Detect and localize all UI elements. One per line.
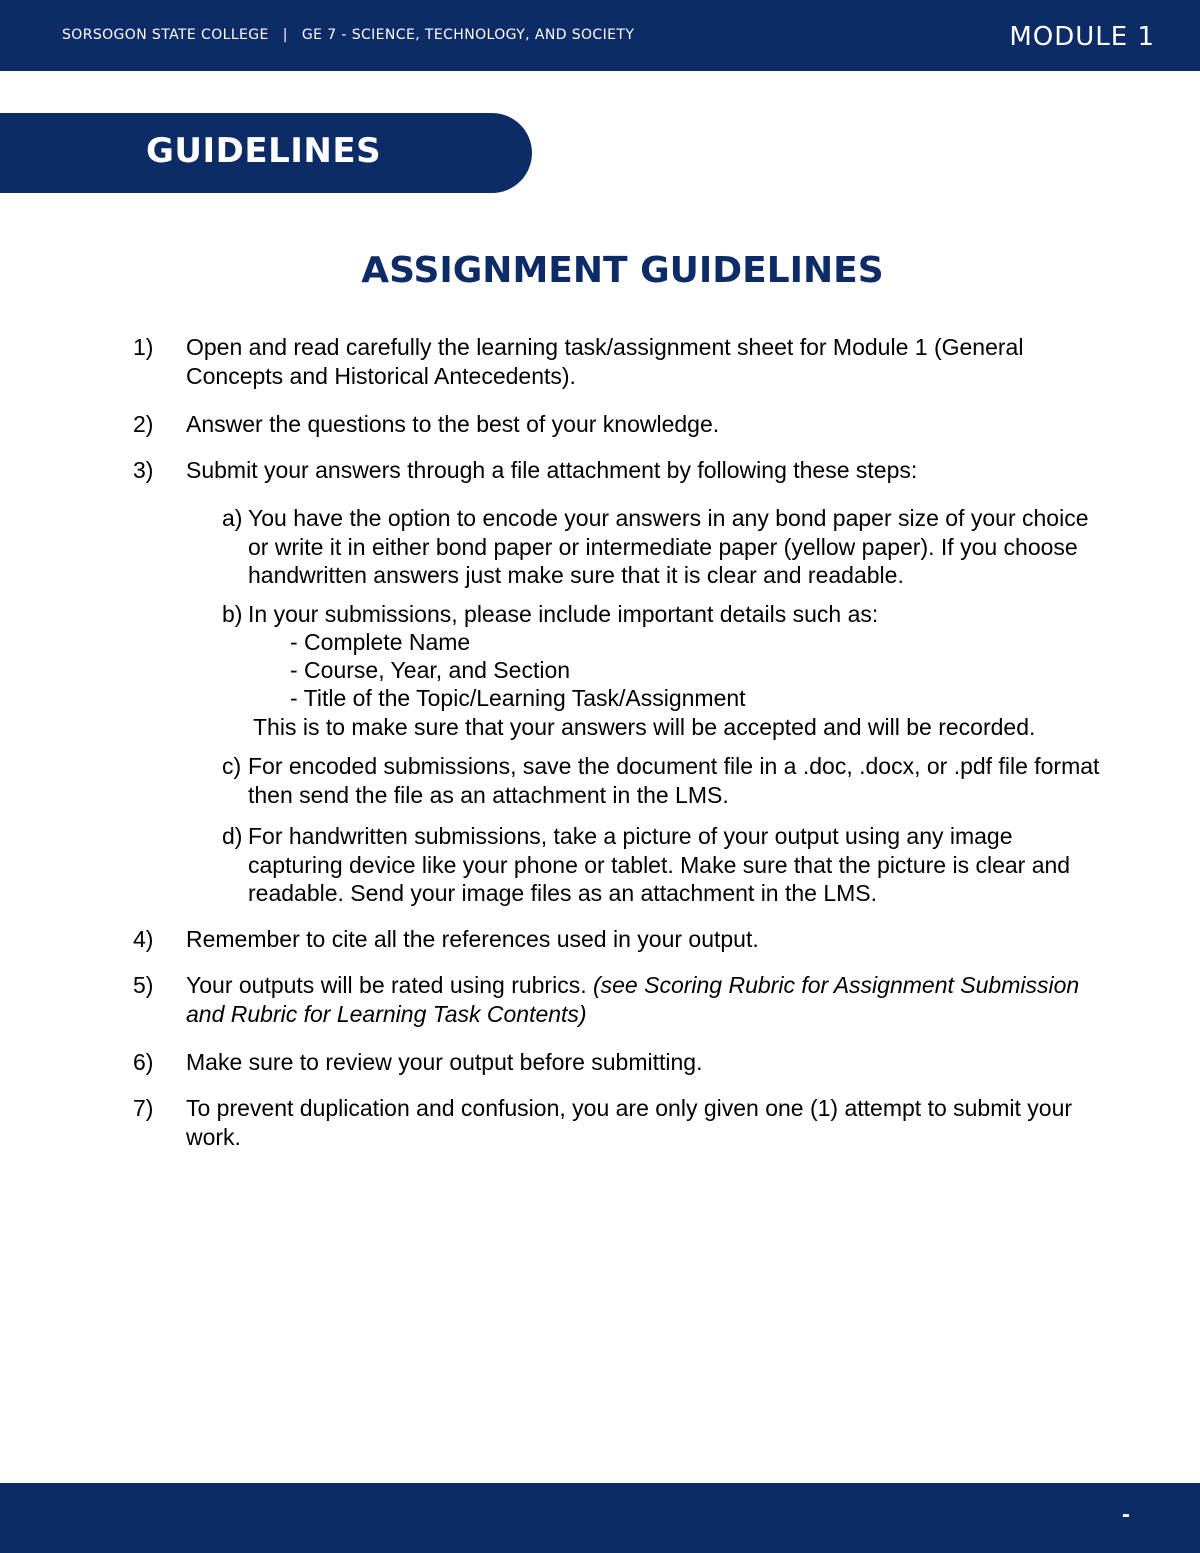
course-name: GE 7 - SCIENCE, TECHNOLOGY, AND SOCIETY: [301, 27, 635, 43]
step-line: handwritten answers just make sure that it is clear and readable.: [248, 562, 904, 588]
required-detail-item: - Course, Year, and Section: [290, 657, 571, 683]
step-line: For handwritten submissions, take a picture of your output using any image: [248, 823, 1013, 849]
item-line: Submit your answers through a file attachment by following these steps:: [186, 457, 918, 483]
item-line: Open and read carefully the learning task/assignment sheet for Module 1 (General: [186, 334, 1024, 360]
section-tab: [0, 113, 532, 193]
header-course-info: [62, 27, 634, 43]
rubric-reference: (see Scoring Rubric for Assignment Submission: [592, 972, 1080, 998]
step-line: readable. Send your image files as an attachment in the LMS.: [248, 880, 878, 906]
rubric-reference: and Rubric for Learning Task Contents): [186, 1000, 587, 1027]
step-line: then send the file as an attachment in the LMS.: [248, 781, 729, 808]
step-line: For encoded submissions, save the document file in a .doc, .docx, or .pdf file format: [248, 753, 1100, 779]
item-line: Remember to cite all the references used in your output.: [186, 926, 759, 952]
item-number: 2): [133, 411, 154, 437]
step-label: c): [222, 753, 242, 779]
required-detail-item: - Complete Name: [290, 629, 471, 655]
step-line: You have the option to encode your answers in any bond paper size of your choice: [248, 505, 1089, 531]
item-line: work.: [186, 1123, 241, 1150]
step-line: or write it in either bond paper or intermediate paper (yellow paper). If you choose: [248, 533, 1078, 560]
step-label: a): [222, 505, 243, 531]
page-title: ASSIGNMENT GUIDELINES: [361, 250, 884, 291]
step-label: d): [222, 823, 243, 849]
item-text: [186, 1048, 1106, 1077]
item-line: [186, 971, 1106, 1000]
item-line: To prevent duplication and confusion, you are only given one (1) attempt to submit your: [186, 1095, 1073, 1121]
item-number: 1): [133, 334, 154, 360]
item-number: 6): [133, 1049, 154, 1075]
item-text: [186, 1094, 1106, 1151]
item-text: [186, 333, 1106, 390]
item-text: [186, 971, 1106, 1028]
item-line: Answer the questions to the best of your knowledge.: [186, 411, 720, 437]
college-name: SORSOGON STATE COLLEGE: [62, 27, 269, 43]
step-text: [248, 752, 1128, 809]
required-detail-item: - Title of the Topic/Learning Task/Assignment: [290, 685, 746, 711]
page-number: -: [1122, 1501, 1130, 1528]
item-text: [186, 410, 1106, 439]
item-text: [186, 456, 1106, 485]
step-text: [248, 822, 1128, 908]
module-label: MODULE 1: [1009, 22, 1155, 52]
item-line: Concepts and Historical Antecedents).: [186, 362, 576, 389]
item-number: 7): [133, 1095, 154, 1121]
item-text-plain: Your outputs will be rated using rubrics.: [186, 972, 593, 998]
step-line: In your submissions, please include important details such as:: [248, 601, 879, 627]
item-number: 5): [133, 972, 154, 998]
step-line: capturing device like your phone or tablet. Make sure that the picture is clear and: [248, 851, 1071, 878]
step-text: [248, 600, 1128, 629]
step-label: b): [222, 601, 243, 627]
step-text: [248, 504, 1128, 590]
item-number: 4): [133, 926, 154, 952]
section-tab-label: GUIDELINES: [146, 131, 382, 171]
item-line: Make sure to review your output before submitting.: [186, 1049, 703, 1075]
step-b-note: This is to make sure that your answers will be accepted and will be recorded.: [253, 714, 1036, 740]
item-text: [186, 925, 1106, 954]
footer-bar: [0, 1483, 1200, 1553]
header-bar: [0, 0, 1200, 71]
header-separator: |: [282, 27, 288, 43]
item-number: 3): [133, 457, 154, 483]
